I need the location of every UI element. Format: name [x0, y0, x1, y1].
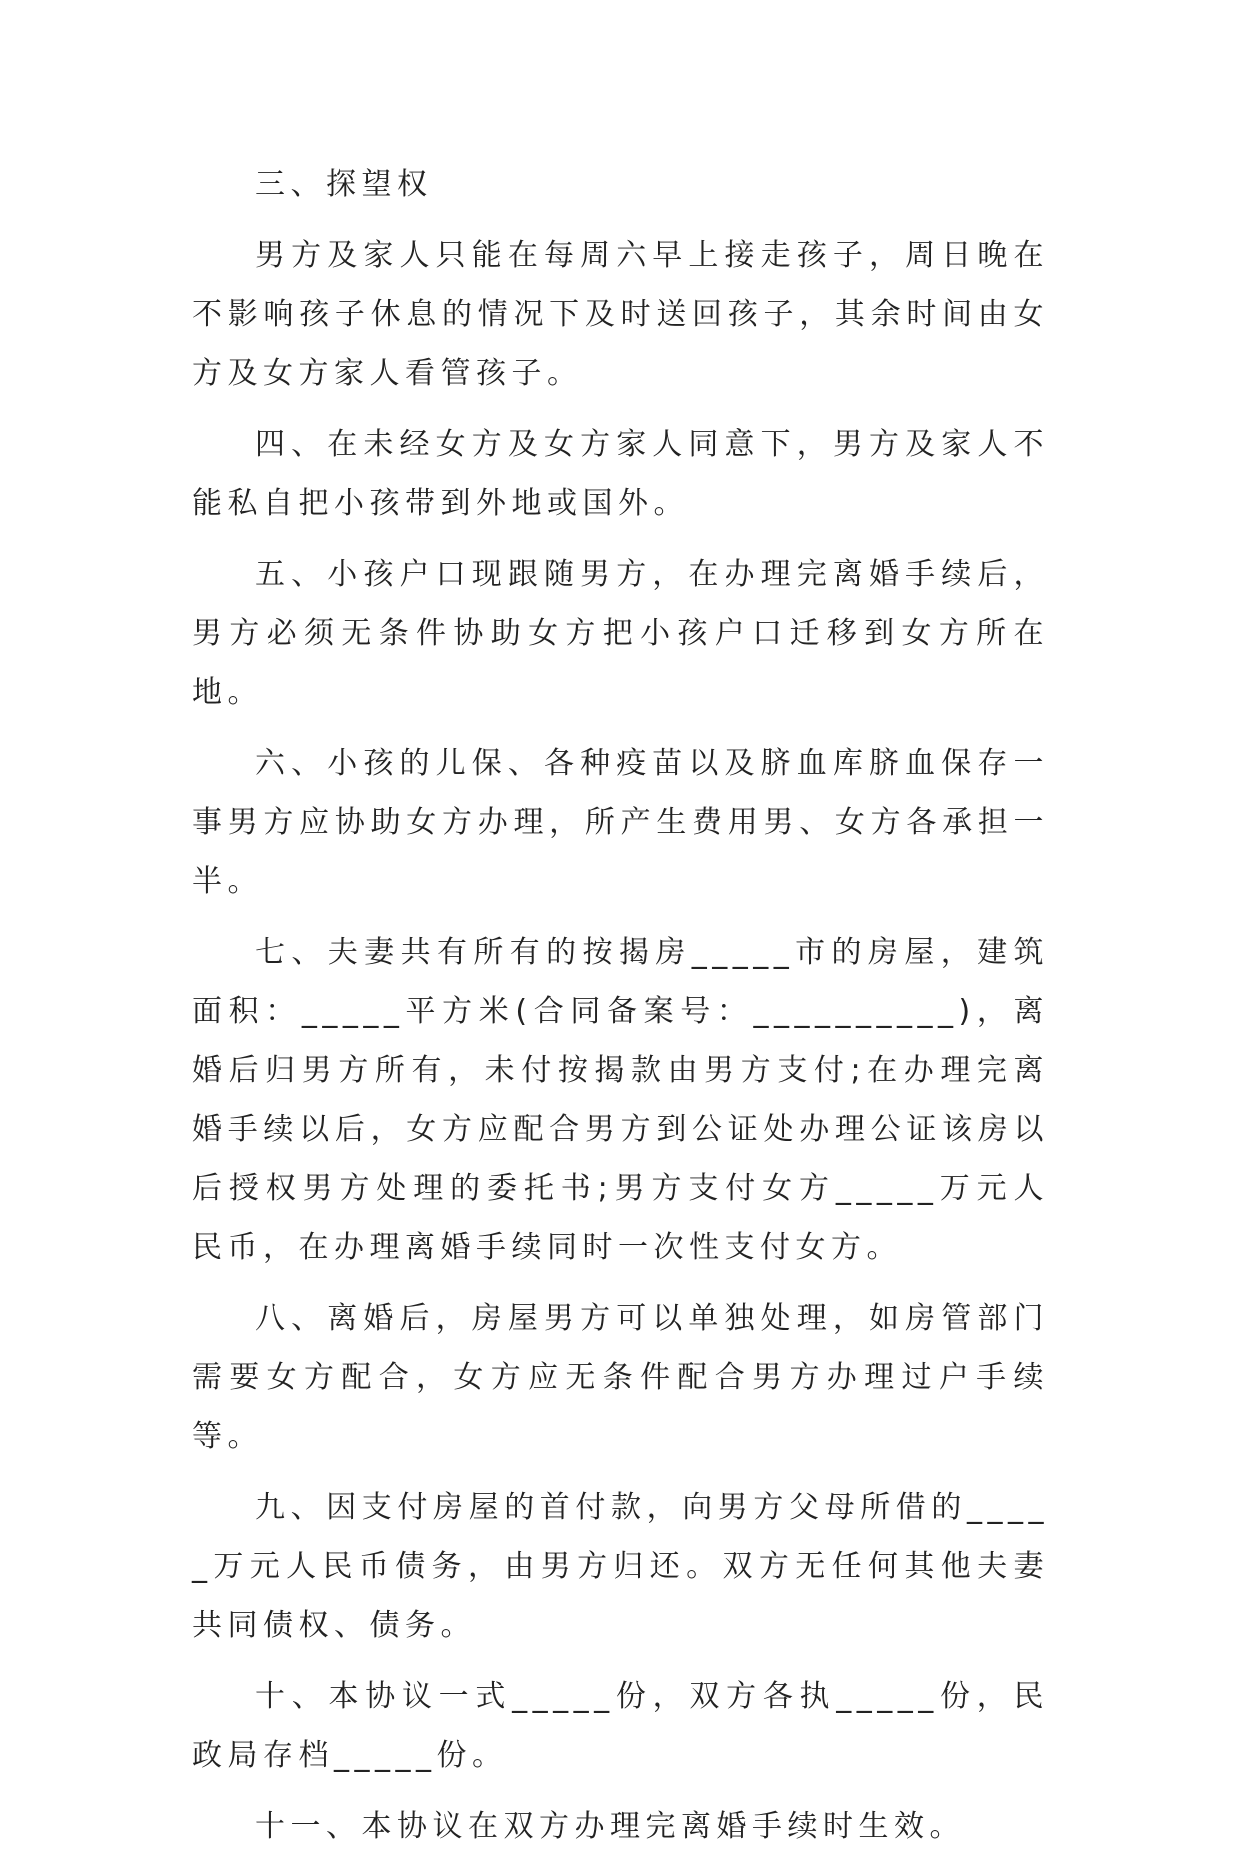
clause-5: 五、小孩户口现跟随男方，在办理完离婚手续后，男方必须无条件协助女方把小孩户口迁移到女方所在地。 [192, 557, 1049, 710]
clause-4: 四、在未经女方及女方家人同意下，男方及家人不能私自把小孩带到外地或国外。 [192, 427, 1049, 521]
clause-6: 六、小孩的儿保、各种疫苗以及脐血库脐血保存一事男方应协助女方办理，所产生费用男、女方各承担一半。 [192, 746, 1049, 899]
clause-11: 十一、本协议在双方办理完离婚手续时生效。 [255, 1809, 965, 1844]
clause-10: 十、本协议一式_____份，双方各执_____份，民政局存档_____份。 [192, 1679, 1049, 1773]
clause-9: 九、因支付房屋的首付款，向男方父母所借的_____万元人民币债务，由男方归还。双方无任何其他夫妻共同债权、债务。 [192, 1490, 1049, 1643]
clause-8: 八、离婚后，房屋男方可以单独处理，如房管部门需要女方配合，女方应无条件配合男方办理过户手续等。 [192, 1301, 1049, 1454]
section-heading-visitation-rights: 三、探望权 [255, 167, 433, 202]
document-body [192, 155, 1049, 1856]
paragraph-visitation-terms: 男方及家人只能在每周六早上接走孩子，周日晚在不影响孩子休息的情况下及时送回孩子，其余时间由女方及女方家人看管孩子。 [192, 238, 1049, 391]
clause-7: 七、夫妻共有所有的按揭房_____市的房屋，建筑面积：_____平方米(合同备案号：__________)，离婚后归男方所有，未付按揭款由男方支付;在办理完离婚手续以后，女方应配合男方到公证处办理公证该房以后授权男方处理的委托书;男方支付女方_____万元人民币，在办理离婚手续同时一次性支付女方。 [192, 935, 1049, 1265]
